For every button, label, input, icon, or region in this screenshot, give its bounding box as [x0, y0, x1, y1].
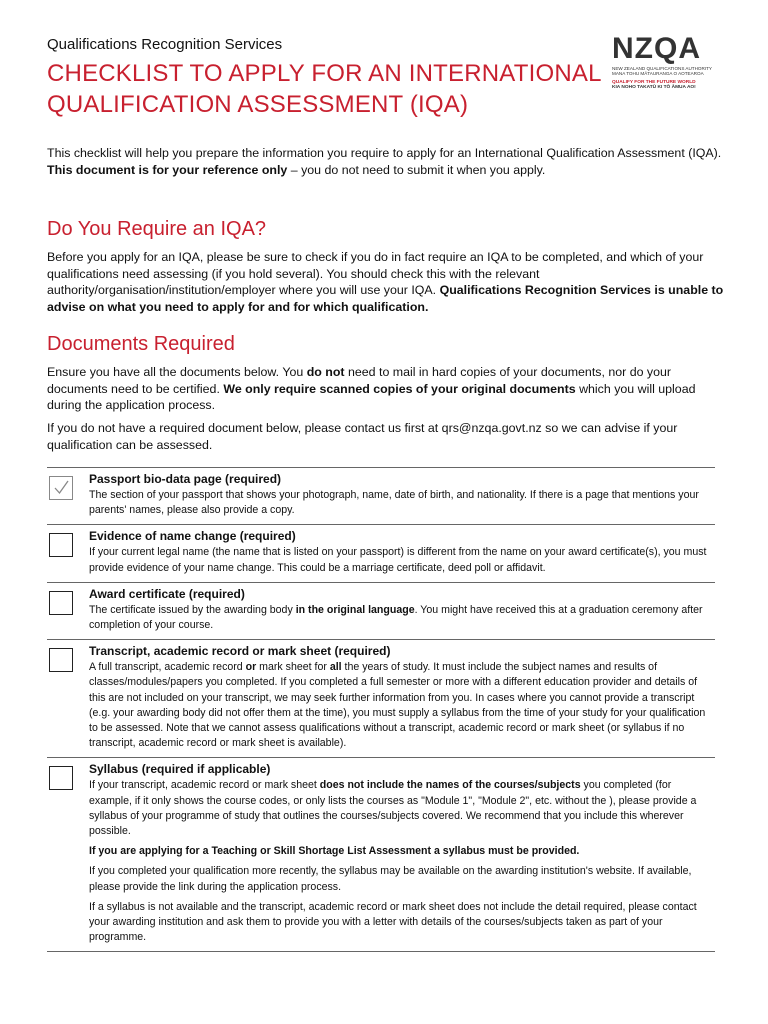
- syllabus-paragraph-2: [89, 844, 715, 859]
- require-iqa-text: Before you apply for an IQA, please be sure to check if you do in fact require an IQA to be completed, and which of your qualifications need assessing (if you hold several). You should check this with the relevant authority/organisation/institution/employer where you will use your IQA.: [47, 250, 704, 297]
- transcript-text-a: A full transcript, academic record: [89, 661, 246, 674]
- documents-bold-d: We only require scanned copies of your original documents: [223, 381, 576, 396]
- require-iqa-paragraph: [47, 249, 727, 315]
- award-text-c: . You might have received this at a graduation ceremony after completion of your course.: [89, 603, 703, 632]
- award-title: Award certificate (required): [89, 586, 245, 601]
- transcript-text-c: mark sheet for: [256, 661, 330, 674]
- section-heading-require-iqa: Do You Require an IQA?: [47, 218, 267, 240]
- checklist-item-name-change: [47, 524, 715, 581]
- transcript-title: Transcript, academic record or mark sheet (required): [89, 644, 391, 659]
- intro-paragraph: [47, 145, 727, 178]
- transcript-bold-b: or: [245, 661, 257, 674]
- award-text-a: The certificate issued by the awarding body: [89, 603, 296, 616]
- document-checklist: [47, 467, 715, 952]
- passport-description: The section of your passport that shows your photograph, name, date of birth, and nationality. If there is a page that mentions your parents' names, please also provide a copy.: [89, 489, 699, 517]
- passport-title: Passport bio-data page (required): [89, 472, 282, 486]
- syllabus-description: [89, 778, 715, 945]
- syllabus-title: Syllabus (required if applicable): [89, 762, 271, 777]
- syllabus-text-a: If your transcript, academic record or mark sheet: [89, 779, 320, 792]
- syllabus-checkbox[interactable]: [49, 766, 73, 790]
- page-title: CHECKLIST TO APPLY FOR AN INTERNATIONAL QUALIFICATION ASSESSMENT (IQA): [47, 60, 601, 118]
- logo-subtitle: NEW ZEALAND QUALIFICATIONS AUTHORITY MANA TOHU MĀTAURANGA O AOTEAROA: [612, 66, 712, 77]
- syllabus-bold-note: If you are applying for a Teaching or Skill Shortage List Assessment a syllabus must be provided.: [89, 845, 580, 858]
- transcript-checkbox[interactable]: [49, 648, 73, 672]
- checkmark-icon: [53, 480, 69, 496]
- syllabus-paragraph-1: [89, 778, 715, 839]
- section-heading-documents: Documents Required: [47, 333, 235, 355]
- transcript-description: [89, 660, 715, 751]
- checklist-item-transcript: [47, 639, 715, 757]
- passport-checkbox[interactable]: [49, 476, 73, 500]
- award-bold-b: in the original language: [295, 603, 415, 616]
- intro-text-end: – you do not need to submit it when you apply.: [287, 162, 546, 177]
- documents-bold-b: do not: [306, 365, 345, 379]
- documents-text-e: which you will upload during the application process.: [47, 381, 696, 412]
- org-name: Qualifications Recognition Services: [47, 36, 283, 53]
- name-change-title: Evidence of name change (required): [89, 529, 296, 544]
- logo-tagline-2: KIA NOHO TAKATŪ KI TŌ ĀMUA AO!: [612, 85, 696, 91]
- transcript-bold-d: all: [329, 661, 342, 674]
- nzqa-logo: [612, 34, 716, 104]
- documents-text-a: Ensure you have all the documents below. You: [47, 365, 307, 379]
- name-change-checkbox[interactable]: [49, 533, 73, 557]
- name-change-description: If your current legal name (the name that is listed on your passport) is different from the name on your award certificate(s), you must provide evidence of your name change. This could be a marriage certificate, deed poll or affidavit.: [89, 546, 707, 574]
- checklist-item-award: [47, 582, 715, 639]
- syllabus-bold-b: does not include the names of the courses/subjects: [319, 779, 581, 792]
- checklist-item-passport: [47, 467, 715, 524]
- syllabus-text-c: you completed (for example, if it only shows the course codes, or only lists the courses as "Module 1", "Module 2", etc. without the ), please provide a syllabus of your programme of study that outlines the courses/subjects covered. We recommend that you include this wherever possible.: [89, 779, 697, 838]
- syllabus-paragraph-3: If you completed your qualification more recently, the syllabus may be available on the awarding institution's website. If available, please provide the link during the application process.: [89, 865, 692, 893]
- award-description: [89, 603, 715, 633]
- transcript-text-e: the years of study. It must include the subject names and results of classes/modules/papers you completed. If you completed a full semester or more with a different education provider and details of this are not included on your transcript, we may seek further information from you. In cases where you cannot provide a transcript (e.g. your awarding body did not offer them at the time), you must supply a syllabus from the time of your study for your qualification to be assessed. Note that we cannot assess qualifications without a transcript, academic record or mark sheet (or syllabus if no transcript, academic record or mark sheet is available).: [89, 661, 706, 750]
- intro-bold-text: This document is for your reference only: [47, 162, 288, 177]
- documents-paragraph-2: If you do not have a required document below, please contact us first at qrs@nzqa.govt.nz so we can advise if your qualification can be assessed.: [47, 421, 678, 452]
- documents-paragraph-1: [47, 364, 727, 414]
- logo-tagline-1: QUALIFY FOR THE FUTURE WORLD: [612, 79, 696, 85]
- logo-mark: NZQA: [612, 32, 701, 65]
- award-checkbox[interactable]: [49, 591, 73, 615]
- documents-text-c: need to mail in hard copies of your documents, nor do your documents need to be certified.: [47, 365, 672, 396]
- checklist-item-syllabus: [47, 757, 715, 952]
- intro-text: This checklist will help you prepare the information you require to apply for an International Qualification Assessment (IQA).: [47, 146, 722, 160]
- syllabus-paragraph-4: If a syllabus is not available and the transcript, academic record or mark sheet does not include the detail required, please contact your awarding institution and ask them to provide you with a letter with details of the courses/subjects taken as part of your programme.: [89, 900, 697, 944]
- require-iqa-bold-text: Qualifications Recognition Services is unable to advise on what you need to apply for and for which qualification.: [47, 283, 724, 314]
